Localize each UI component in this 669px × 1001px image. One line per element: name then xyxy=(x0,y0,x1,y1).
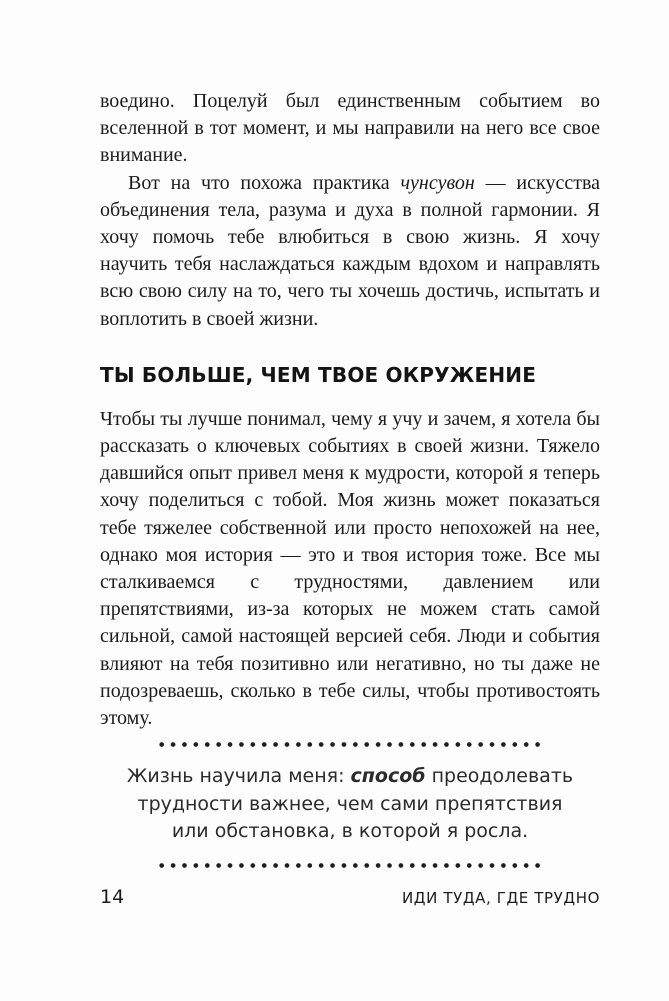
pull-quote-text xyxy=(119,763,581,846)
paragraph-text: — искусства объединения тела, разума и духа в полной гармонии. Я хочу помочь тебе влюбиться в свою жизнь. Я хочу научить тебя наслаждаться каждым вдохом и направлять всю свою силу на то, чего ты хочешь достичь, испытать и воплотить в своей жизни. xyxy=(100,171,600,330)
paragraph-chunsuvon xyxy=(100,170,600,333)
page-footer xyxy=(100,886,600,908)
dotted-divider-bottom xyxy=(156,863,544,868)
quote-text-pre: Жизнь научила меня: xyxy=(126,765,351,787)
page-number: 14 xyxy=(100,886,125,908)
dotted-divider-top xyxy=(156,742,544,747)
pull-quote-block xyxy=(100,742,600,868)
quote-emphasis: способ xyxy=(350,765,426,787)
quote-text-post: преодолевать трудности важнее, чем сами препятствия или обстановка, в которой я росла. xyxy=(137,765,574,842)
running-title: ИДИ ТУДА, ГДЕ ТРУДНО xyxy=(401,889,600,907)
text-column xyxy=(100,88,600,732)
section-heading: ТЫ БОЛЬШЕ, ЧЕМ ТВОЕ ОКРУЖЕНИЕ xyxy=(100,362,537,387)
paragraph-life-story: Чтобы ты лучше понимал, чему я учу и зачем, я хотела бы рассказать о ключевых событиях в своей жизни. Тяжело давшийся опыт привел меня к мудрости, которой я теперь хочу поделиться с тобой. Моя жизнь может показаться тебе тяжелее собственной или просто непохожей на нее, однако моя история — это и твоя история тоже. Все мы сталкиваемся с трудностями, давлением или препятствиями, из-за которых не можем стать самой сильной, самой настоящей версией себя. Люди и события влияют на тебя позитивно или негативно, но ты даже не подозреваешь, сколько в тебе силы, чтобы противостоять этому. xyxy=(100,407,600,730)
italic-term: чунсувон xyxy=(400,171,475,194)
paragraph-continuation: воедино. Поцелуй был единственным событием во вселенной в тот момент, и мы направили на него все свое внимание. xyxy=(100,90,600,167)
paragraph-text: Вот на что похожа практика xyxy=(128,171,401,194)
